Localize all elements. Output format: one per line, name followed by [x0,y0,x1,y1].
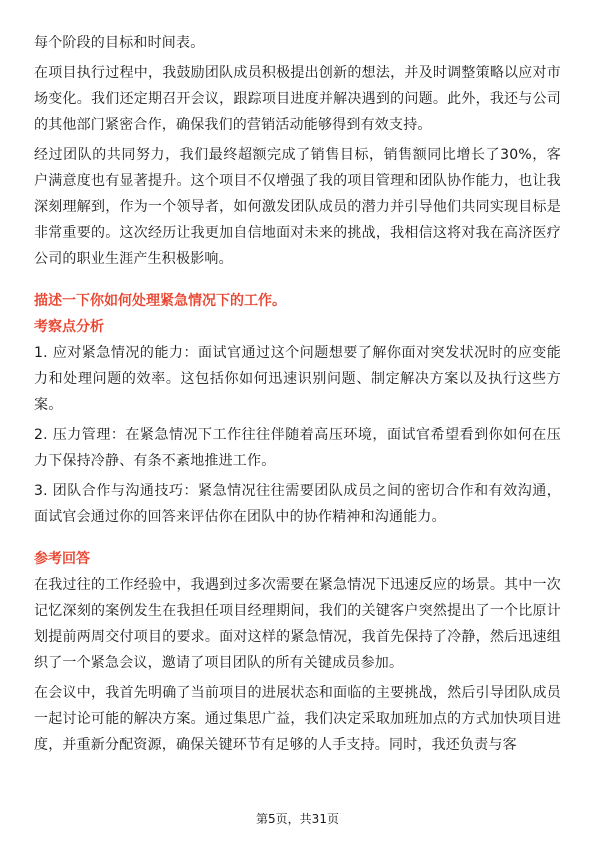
answer-paragraph-1: 在我过往的工作经验中，我遇到过多次需要在紧急情况下迅速反应的场景。其中一次记忆深刻的案例发生在我担任项目经理期间，我们的关键客户突然提出了一个比原计划提前两周交付项目的要求。面对这样的紧急情况，我首先保持了冷静，然后迅速组织了一个紧急会议，邀请了项目团队的所有关键成员参加。 [34,577,561,671]
intro-paragraph-3: 经过团队的共同努力，我们最终超额完成了销售目标，销售额同比增长了30%，客户满意度也有显著提升。这个项目不仅增强了我的项目管理和团队协作能力，也让我深刻理解到，作为一个领导者，如何激发团队成员的潜力并引导他们共同实现目标是非常重要的。这次经历让我更加自信地面对未来的挑战，我相信这将对我在高济医疗公司的职业生涯产生积极影响。 [34,147,561,267]
question-heading: 描述一下你如何处理紧急情况下的工作。 [34,293,286,309]
page-number: 第5页，共31页 [256,812,339,826]
analysis-label: 考察点分析 [34,319,104,335]
analysis-item: 3. 团队合作与沟通技巧：紧急情况往往需要团队成员之间的密切合作和有效沟通，面试官会通过你的回答来评估你在团队中的协作精神和沟通能力。 [34,483,561,525]
document-page [34,30,561,758]
analysis-item: 1. 应对紧急情况的能力：面试官通过这个问题想要了解你面对突发状况时的应变能力和处理问题的效率。这包括你如何迅速识别问题、制定解决方案以及执行这些方案。 [34,345,561,413]
answer-label: 参考回答 [34,551,90,567]
analysis-item: 2. 压力管理：在紧急情况下工作往往伴随着高压环境，面试官希望看到你如何在压力下保持冷静、有条不紊地推进工作。 [34,427,561,469]
answer-paragraph-2: 在会议中，我首先明确了当前项目的进展状态和面临的主要挑战，然后引导团队成员一起讨论可能的解决方案。通过集思广益，我们决定采取加班加点的方式加快项目进度，并重新分配资源，确保关键环节有足够的人手支持。同时，我还负责与客 [34,685,561,753]
intro-paragraph-2: 在项目执行过程中，我鼓励团队成员积极提出创新的想法，并及时调整策略以应对市场变化。我们还定期召开会议，跟踪项目进度并解决遇到的问题。此外，我还与公司的其他部门紧密合作，确保我们的营销活动能够得到有效支持。 [34,65,561,133]
intro-paragraph-1: 每个阶段的目标和时间表。 [34,35,205,51]
